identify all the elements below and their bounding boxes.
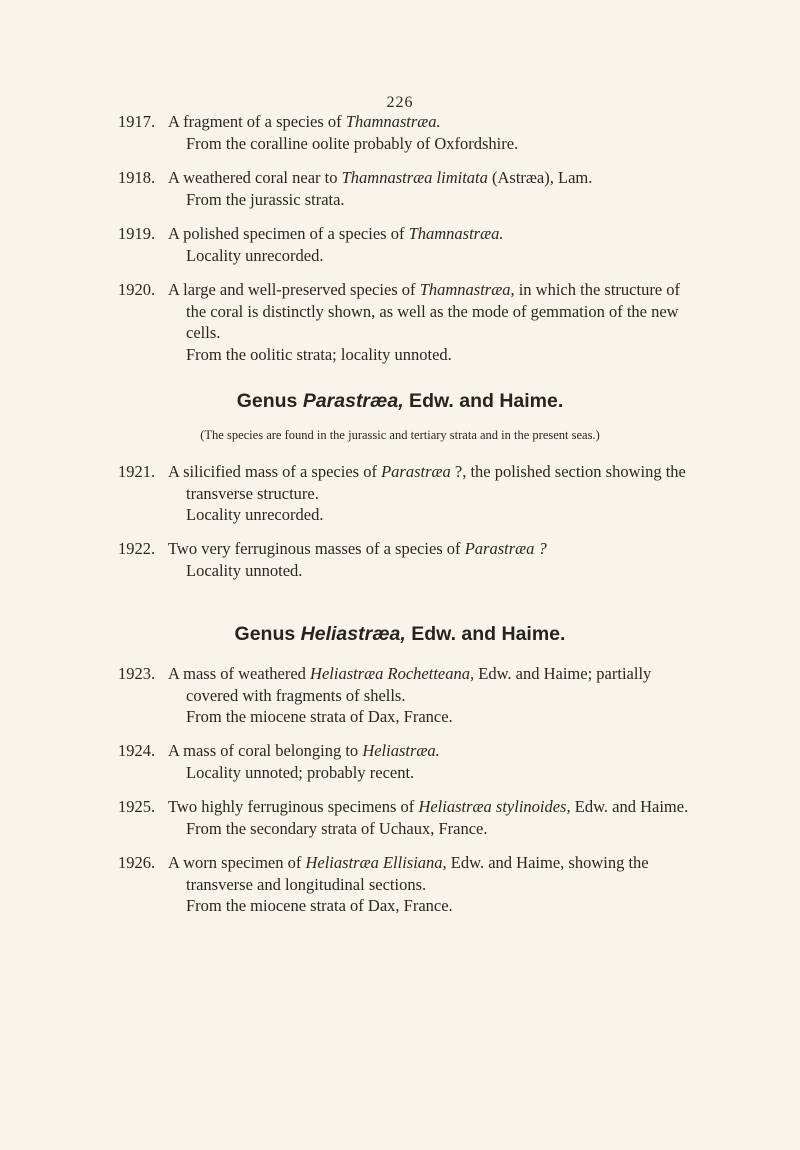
entry-description-continued: transverse structure. — [186, 483, 319, 503]
entry-locality: From the oolitic strata; locality unnoted. — [186, 344, 452, 364]
entry-number: 1923. — [118, 664, 156, 683]
catalogue-entry-1919 — [118, 223, 768, 266]
entry-number: 1919. — [118, 224, 156, 243]
entry-description: A weathered coral near to Thamnastræa limitata (Astræa), Lam. — [168, 168, 593, 187]
entry-locality: From the miocene strata of Dax, France. — [186, 707, 453, 726]
entry-description-continued: covered with fragments of shells. — [186, 685, 406, 705]
taxon-name: Thamnastræa. — [408, 224, 504, 243]
entry-description: A polished specimen of a species of Thamnastræa. — [168, 224, 504, 243]
taxon-name: Thamnastræa, — [419, 280, 515, 299]
entry-number: 1917. — [118, 112, 156, 131]
entry-description-continued: the coral is distinctly shown, as well as the mode of gemmation of the new — [186, 301, 679, 321]
catalogue-entry-1921 — [118, 461, 768, 526]
entry-number: 1924. — [118, 741, 156, 760]
catalogue-entry-1926 — [118, 852, 768, 917]
genus-note: (The species are found in the jurassic and tertiary strata and in the present seas.) — [200, 428, 600, 442]
entry-number: 1922. — [118, 539, 156, 558]
entry-locality: Locality unrecorded. — [186, 505, 324, 524]
catalogue-entry-1924 — [118, 740, 768, 783]
taxon-name: Parastræa — [381, 462, 451, 481]
entry-description: A fragment of a species of Thamnastræa. — [168, 112, 441, 131]
taxon-name: Heliastræa Ellisiana, — [305, 853, 447, 872]
entry-locality: From the jurassic strata. — [186, 189, 345, 209]
genus-heading-heliastraea: Genus Heliastræa, Edw. and Haime. — [234, 623, 566, 645]
entry-description: A mass of weathered Heliastræa Rochetteana, Edw. and Haime; partially — [168, 664, 652, 683]
entry-description: A silicified mass of a species of Parastræa ?, the polished section showing the — [168, 462, 686, 481]
entry-locality: Locality unnoted. — [186, 560, 303, 580]
genus-name: Parastræa, — [302, 390, 404, 412]
taxon-name: Thamnastræa. — [345, 112, 441, 131]
catalogue-entry-1922 — [118, 538, 768, 581]
taxon-name: Parastræa ? — [464, 539, 547, 558]
catalogue-entry-1920 — [118, 279, 768, 365]
entry-number: 1921. — [118, 462, 156, 481]
entry-locality: From the miocene strata of Dax, France. — [186, 896, 453, 915]
entry-description: Two very ferruginous masses of a species of Parastræa ? — [168, 539, 547, 558]
page-number: 226 — [386, 94, 414, 111]
entry-number: 1926. — [118, 853, 156, 872]
entry-description: A worn specimen of Heliastræa Ellisiana, Edw. and Haime, showing the — [168, 853, 649, 872]
entry-number: 1920. — [118, 280, 156, 299]
genus-name: Heliastræa, — [300, 623, 406, 645]
entry-description: A large and well-preserved species of Thamnastræa, in which the structure of — [168, 280, 681, 299]
entry-locality: Locality unnoted; probably recent. — [186, 762, 415, 782]
entry-description-continued: transverse and longitudinal sections. — [186, 874, 427, 894]
catalogue-entry-1925 — [118, 796, 768, 839]
entry-number: 1925. — [118, 797, 156, 816]
taxon-name: Heliastræa Rochetteana, — [310, 664, 475, 683]
taxon-name: Heliastræa stylinoides, — [418, 797, 571, 816]
genus-heading-parastraea: Genus Parastræa, Edw. and Haime. — [236, 390, 564, 412]
taxon-name: Heliastræa. — [362, 741, 440, 760]
entry-description-continued: cells. — [186, 323, 221, 342]
entry-locality: Locality unrecorded. — [186, 245, 324, 265]
entry-locality: From the secondary strata of Uchaux, France. — [186, 818, 488, 838]
taxon-name: Thamnastræa limitata — [341, 168, 488, 187]
entry-description: A mass of coral belonging to Heliastræa. — [168, 741, 440, 760]
entry-number: 1918. — [118, 168, 156, 187]
catalogue-entry-1917 — [118, 111, 768, 154]
entry-locality: From the coralline oolite probably of Oxfordshire. — [186, 133, 519, 153]
catalogue-entry-1923 — [118, 663, 768, 728]
entry-description: Two highly ferruginous specimens of Heliastræa stylinoides, Edw. and Haime. — [168, 797, 689, 816]
catalogue-entry-1918 — [118, 167, 768, 210]
